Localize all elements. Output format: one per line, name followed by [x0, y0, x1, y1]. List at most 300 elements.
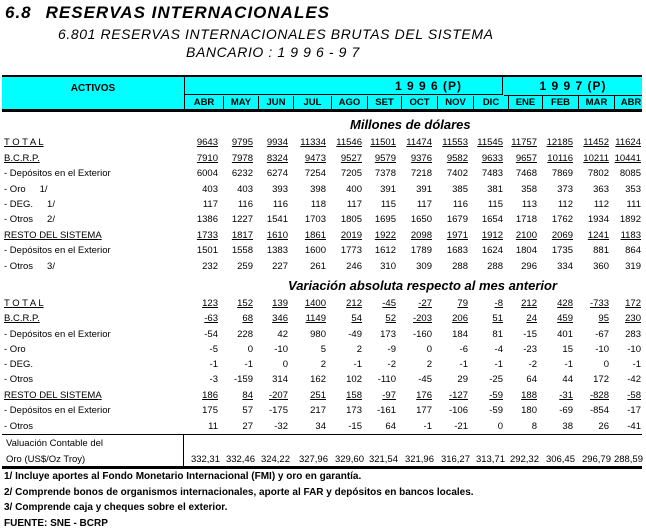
- row-label: [4, 199, 55, 210]
- cell-value: 152: [237, 298, 253, 309]
- row-label: [4, 184, 48, 195]
- row-label: [4, 168, 111, 179]
- cell-value: 6232: [231, 168, 253, 179]
- cell-value: 8: [531, 421, 537, 432]
- cell-value: 116: [272, 199, 288, 210]
- cell-value: 7978: [231, 153, 253, 164]
- cell-value: 162: [310, 374, 326, 385]
- cell-value: 51: [492, 313, 503, 324]
- cell-value: 296: [521, 261, 537, 272]
- cell-value: 360: [593, 261, 609, 272]
- column-header-activos: ACTIVOS: [2, 77, 185, 109]
- table-row: [0, 298, 646, 313]
- footnote-3: 3/ Comprende caja y cheques sobre el exterior.: [4, 502, 228, 513]
- row-label: [4, 298, 44, 309]
- row-label-text: T O T A L: [4, 137, 44, 148]
- cell-value: 1703: [304, 214, 326, 225]
- cell-value: 9643: [196, 137, 218, 148]
- cell-value: 15: [562, 344, 573, 355]
- valuation-value: 292,32: [509, 454, 539, 465]
- cell-value: 864: [625, 245, 641, 256]
- table-row: [0, 374, 646, 389]
- cell-value: -41: [627, 421, 641, 432]
- cell-value: 42: [277, 329, 288, 340]
- cell-value: 11501: [370, 137, 396, 148]
- row-label: [4, 137, 44, 148]
- cell-value: 2069: [551, 230, 573, 241]
- cell-value: 64: [526, 374, 537, 385]
- cell-value: 9633: [481, 153, 503, 164]
- month-header-mar-11: MAR: [579, 96, 615, 109]
- cell-value: 217: [310, 405, 326, 416]
- footnote-ref: 2/: [47, 214, 55, 225]
- cell-value: -97: [382, 390, 396, 401]
- cell-value: -854: [589, 405, 609, 416]
- cell-value: 44: [562, 374, 573, 385]
- cell-value: 2: [356, 344, 362, 355]
- cell-value: 1654: [481, 214, 503, 225]
- divider-line: [2, 434, 642, 435]
- valuation-value: 306,45: [545, 454, 575, 465]
- cell-value: 230: [625, 313, 641, 324]
- cell-value: -15: [523, 329, 537, 340]
- cell-value: 1762: [551, 214, 573, 225]
- row-label-text: - Oro: [4, 344, 26, 355]
- cell-value: 34: [315, 421, 326, 432]
- cell-value: 0: [426, 344, 432, 355]
- cell-value: 38: [562, 421, 573, 432]
- cell-value: -59: [489, 405, 503, 416]
- cell-value: 175: [202, 405, 218, 416]
- cell-value: 64: [385, 421, 396, 432]
- cell-value: 186: [202, 390, 218, 401]
- table-row: [0, 329, 646, 344]
- cell-value: 9579: [374, 153, 396, 164]
- month-header-ene-9: ENE: [509, 96, 543, 109]
- cell-value: 310: [380, 261, 396, 272]
- cell-value: 7218: [410, 168, 432, 179]
- cell-value: 283: [625, 329, 641, 340]
- cell-value: 428: [557, 298, 573, 309]
- cell-value: 10116: [547, 153, 573, 164]
- cell-value: -4: [494, 344, 503, 355]
- cell-value: 9376: [410, 153, 432, 164]
- cell-value: -203: [412, 313, 432, 324]
- section-title: RESERVAS INTERNACIONALES: [45, 3, 331, 22]
- table-row: [0, 199, 646, 214]
- source-note: FUENTE: SNE - BCRP: [4, 517, 108, 529]
- cell-value: -59: [489, 390, 503, 401]
- cell-value: 1501: [196, 245, 218, 256]
- table-row: [0, 245, 646, 260]
- cell-value: 12185: [546, 137, 573, 148]
- cell-value: 184: [452, 329, 468, 340]
- cell-value: 1386: [196, 214, 218, 225]
- row-label-text: - Otros: [4, 374, 34, 385]
- row-label: [4, 374, 33, 385]
- cell-value: 9473: [304, 153, 326, 164]
- cell-value: 95: [598, 313, 609, 324]
- cell-value: 8324: [266, 153, 288, 164]
- cell-value: 1183: [620, 230, 641, 241]
- section-title-millones: Millones de dólares: [350, 117, 471, 132]
- section-number: 6.8: [5, 3, 32, 22]
- month-headers: [185, 96, 646, 109]
- month-header-nov-7: NOV: [438, 96, 474, 109]
- valuation-separator: [183, 434, 184, 466]
- valuation-value: 313,71: [475, 454, 505, 465]
- cell-value: 11474: [406, 137, 432, 148]
- cell-value: -159: [233, 374, 253, 385]
- cell-value: -127: [448, 390, 468, 401]
- cell-value: 11: [208, 421, 218, 432]
- cell-value: 1922: [374, 230, 396, 241]
- cell-value: -54: [204, 329, 218, 340]
- cell-value: -828: [589, 390, 609, 401]
- table-row: [0, 137, 646, 152]
- cell-value: 11334: [300, 137, 326, 148]
- cell-value: 353: [625, 184, 641, 195]
- cell-value: 1612: [374, 245, 396, 256]
- cell-value: -1: [244, 359, 253, 370]
- cell-value: 7254: [304, 168, 326, 179]
- table-row: [0, 261, 646, 276]
- row-label: [4, 344, 26, 355]
- cell-value: 7802: [587, 168, 609, 179]
- cell-value: 52: [385, 313, 396, 324]
- row-label-text: - DEG.: [4, 199, 34, 210]
- cell-value: 1805: [340, 214, 362, 225]
- cell-value: 11624: [615, 137, 641, 148]
- cell-value: 6004: [196, 168, 218, 179]
- cell-value: 1718: [515, 214, 537, 225]
- cell-value: 0: [247, 344, 253, 355]
- year-header-1996: 1 9 9 6 (P): [185, 77, 503, 95]
- cell-value: -23: [523, 344, 537, 355]
- cell-value: 81: [492, 329, 503, 340]
- cell-value: -8: [494, 298, 503, 309]
- footnotes: [4, 469, 474, 531]
- cell-value: 118: [310, 199, 326, 210]
- cell-value: 403: [237, 184, 253, 195]
- cell-value: 172: [593, 374, 609, 385]
- month-header-abr-12: ABR: [620, 97, 642, 108]
- row-label: [4, 245, 111, 256]
- cell-value: -10: [627, 344, 641, 355]
- cell-value: 11545: [477, 137, 503, 148]
- table-row: [0, 313, 646, 328]
- row-label: [4, 313, 40, 324]
- row-label: [4, 405, 111, 416]
- cell-value: 8085: [619, 168, 641, 179]
- cell-value: -31: [559, 390, 573, 401]
- row-label-text: - Depósitos en el Exterior: [4, 168, 111, 179]
- cell-value: 7483: [481, 168, 503, 179]
- cell-value: 314: [272, 374, 288, 385]
- row-label-text: - Oro: [4, 184, 26, 195]
- cell-value: -1: [632, 359, 641, 370]
- cell-value: 7205: [340, 168, 362, 179]
- cell-value: 309: [416, 261, 432, 272]
- month-header-jul-3: JUL: [294, 96, 332, 109]
- cell-value: -32: [274, 421, 288, 432]
- table-row: [0, 344, 646, 359]
- cell-value: 139: [272, 298, 288, 309]
- cell-value: 11757: [511, 137, 537, 148]
- table-row: [0, 153, 646, 168]
- cell-value: 1912: [481, 230, 503, 241]
- cell-value: 9934: [266, 137, 288, 148]
- row-label-text: B.C.R.P.: [4, 313, 40, 324]
- cell-value: -733: [589, 298, 609, 309]
- cell-value: 246: [346, 261, 362, 272]
- cell-value: 1558: [231, 245, 253, 256]
- cell-value: -2: [528, 359, 537, 370]
- cell-value: 158: [346, 390, 362, 401]
- cell-value: 1541: [266, 214, 288, 225]
- row-label-text: T O T A L: [4, 298, 44, 309]
- cell-value: 2019: [340, 230, 362, 241]
- row-label: [4, 359, 33, 370]
- table-row: [0, 359, 646, 374]
- valuation-value: 316,27: [440, 454, 470, 465]
- section-heading: [5, 3, 330, 23]
- footnote-2: 2/ Comprende bonos de organismos internacionales, aporte al FAR y depósitos en bancos locales.: [4, 486, 474, 498]
- cell-value: 116: [237, 199, 253, 210]
- valuation-value: 332,46: [225, 454, 255, 465]
- cell-value: 10441: [614, 153, 641, 164]
- cell-value: 0: [282, 359, 288, 370]
- cell-value: -160: [412, 329, 432, 340]
- cell-value: -1: [353, 359, 362, 370]
- cell-value: 391: [416, 184, 432, 195]
- valuation-value: 321,54: [368, 454, 398, 465]
- cell-value: -1: [423, 421, 432, 432]
- valuation-value: 321,96: [404, 454, 434, 465]
- row-label: [4, 230, 102, 241]
- month-header-ago-4: AGO: [332, 96, 368, 109]
- cell-value: 1733: [196, 230, 218, 241]
- cell-value: 319: [625, 261, 641, 272]
- cell-value: -10: [595, 344, 609, 355]
- cell-value: 1650: [410, 214, 432, 225]
- cell-value: 346: [272, 313, 288, 324]
- cell-value: 11553: [442, 137, 468, 148]
- cell-value: 9582: [446, 153, 468, 164]
- row-label-text: - Otros: [4, 214, 34, 225]
- cell-value: -1: [494, 359, 503, 370]
- row-label-text: - DEG.: [4, 359, 34, 370]
- cell-value: 84: [242, 390, 253, 401]
- cell-value: 400: [346, 184, 362, 195]
- cell-value: -9: [387, 344, 396, 355]
- cell-value: 980: [310, 329, 326, 340]
- cell-value: 1383: [266, 245, 288, 256]
- row-label-text: RESTO DEL SISTEMA: [4, 390, 102, 401]
- cell-value: 403: [202, 184, 218, 195]
- cell-value: 10211: [583, 153, 609, 164]
- cell-value: 0: [603, 359, 609, 370]
- table-row: [0, 390, 646, 405]
- cell-value: 393: [272, 184, 288, 195]
- cell-value: 116: [452, 199, 468, 210]
- cell-value: 9795: [231, 137, 253, 148]
- cell-value: 112: [593, 199, 609, 210]
- cell-value: 1679: [446, 214, 468, 225]
- cell-value: 1241: [587, 230, 609, 241]
- cell-value: 334: [557, 261, 573, 272]
- table-row: [0, 168, 646, 183]
- month-header-feb-10: FEB: [543, 96, 579, 109]
- cell-value: 1149: [305, 313, 326, 324]
- cell-value: 173: [346, 405, 362, 416]
- cell-value: 1624: [481, 245, 503, 256]
- row-label-text: - Depósitos en el Exterior: [4, 329, 111, 340]
- cell-value: 385: [452, 184, 468, 195]
- cell-value: 1817: [231, 230, 253, 241]
- cell-value: 212: [521, 298, 537, 309]
- cell-value: 212: [346, 298, 362, 309]
- cell-value: 1892: [619, 214, 641, 225]
- table-row: [0, 230, 646, 245]
- cell-value: 373: [557, 184, 573, 195]
- cell-value: 398: [310, 184, 326, 195]
- valuation-value: 332,31: [190, 454, 220, 465]
- valuation-value: 329,60: [334, 454, 364, 465]
- table-row: [0, 184, 646, 199]
- cell-value: -27: [418, 298, 432, 309]
- cell-value: 7468: [515, 168, 537, 179]
- month-header-abr-0: ABR: [185, 96, 224, 109]
- month-header-jun-2: JUN: [259, 96, 294, 109]
- cell-value: -1: [209, 359, 218, 370]
- cell-value: 7402: [446, 168, 468, 179]
- cell-value: 117: [202, 199, 218, 210]
- cell-value: 881: [593, 245, 609, 256]
- cell-value: 261: [310, 261, 326, 272]
- cell-value: -45: [418, 374, 432, 385]
- row-label-text: - Depósitos en el Exterior: [4, 245, 111, 256]
- row-label: [4, 329, 111, 340]
- table-title-line2: BANCARIO : 1 9 9 6 - 9 7: [186, 44, 360, 60]
- cell-value: -6: [459, 344, 468, 355]
- cell-value: 102: [346, 374, 362, 385]
- cell-value: -45: [382, 298, 396, 309]
- cell-value: 288: [452, 261, 468, 272]
- footnote-1: 1/ Incluye aportes al Fondo Monetario Internacional (FMI) y oro en garantía.: [4, 471, 362, 482]
- table-row: [0, 214, 646, 229]
- valuation-label-line2: Oro (US$/Oz Troy): [6, 454, 86, 465]
- cell-value: 251: [310, 390, 326, 401]
- cell-value: 7378: [374, 168, 396, 179]
- cell-value: 9657: [515, 153, 537, 164]
- cell-value: 7910: [196, 153, 218, 164]
- month-header-set-5: SET: [368, 96, 402, 109]
- footnote-ref: 3/: [47, 261, 55, 272]
- cell-value: 7869: [551, 168, 573, 179]
- cell-value: -5: [209, 344, 218, 355]
- cell-value: 9527: [340, 153, 362, 164]
- cell-value: 228: [237, 329, 253, 340]
- cell-value: 2: [320, 359, 326, 370]
- cell-value: 401: [557, 329, 573, 340]
- cell-value: 358: [521, 184, 537, 195]
- valuation-value: 288,59: [613, 454, 643, 465]
- cell-value: 1600: [304, 245, 326, 256]
- cell-value: 11546: [336, 137, 362, 148]
- valuation-value: 324,22: [260, 454, 290, 465]
- cell-value: -21: [454, 421, 468, 432]
- cell-value: 29: [457, 374, 468, 385]
- section-title-variacion: Variación absoluta respecto al mes anterior: [288, 278, 558, 293]
- year-header-1997: 1 9 9 7 (P): [504, 77, 642, 96]
- cell-value: 1683: [446, 245, 468, 256]
- cell-value: 11452: [583, 137, 609, 148]
- row-label: [4, 261, 55, 272]
- cell-value: 391: [380, 184, 396, 195]
- cell-value: -175: [268, 405, 288, 416]
- cell-value: 6274: [266, 168, 288, 179]
- cell-value: 381: [487, 184, 503, 195]
- cell-value: 1789: [410, 245, 432, 256]
- row-label-text: B.C.R.P.: [4, 153, 40, 164]
- cell-value: 112: [557, 199, 573, 210]
- cell-value: 123: [202, 298, 218, 309]
- cell-value: 206: [452, 313, 468, 324]
- cell-value: -17: [627, 405, 641, 416]
- cell-value: -207: [268, 390, 288, 401]
- row-label: [4, 153, 40, 164]
- table-row: [0, 405, 646, 420]
- month-header-may-1: MAY: [224, 96, 259, 109]
- cell-value: 111: [626, 199, 641, 210]
- cell-value: -58: [627, 390, 641, 401]
- cell-value: 2: [426, 359, 432, 370]
- cell-value: 1861: [304, 230, 326, 241]
- cell-value: 177: [416, 405, 432, 416]
- table-title-line1: 6.801 RESERVAS INTERNACIONALES BRUTAS DEL SISTEMA: [58, 26, 494, 42]
- cell-value: 5: [320, 344, 326, 355]
- cell-value: 117: [346, 199, 362, 210]
- cell-value: -67: [595, 329, 609, 340]
- cell-value: 259: [237, 261, 253, 272]
- valuation-label-line1: Valuación Contable del: [6, 438, 104, 449]
- cell-value: -49: [348, 329, 362, 340]
- row-label-text: - Depósitos en el Exterior: [4, 405, 111, 416]
- cell-value: 173: [380, 329, 396, 340]
- valuation-value: 327,96: [298, 454, 328, 465]
- cell-value: 26: [598, 421, 609, 432]
- cell-value: 1227: [231, 214, 253, 225]
- cell-value: 1610: [266, 230, 288, 241]
- cell-value: 232: [202, 261, 218, 272]
- cell-value: 288: [487, 261, 503, 272]
- cell-value: 1804: [515, 245, 537, 256]
- footnote-ref: 1/: [39, 184, 48, 195]
- cell-value: 24: [526, 313, 537, 324]
- cell-value: 117: [416, 199, 432, 210]
- month-header-oct-6: OCT: [402, 96, 438, 109]
- row-label-text: - Otros: [4, 261, 34, 272]
- cell-value: -42: [627, 374, 641, 385]
- cell-value: 459: [557, 313, 573, 324]
- cell-value: -106: [448, 405, 468, 416]
- cell-value: 172: [625, 298, 641, 309]
- cell-value: -2: [387, 359, 396, 370]
- month-header-dic-8: DIC: [474, 96, 509, 109]
- cell-value: 68: [242, 313, 253, 324]
- cell-value: 188: [521, 390, 537, 401]
